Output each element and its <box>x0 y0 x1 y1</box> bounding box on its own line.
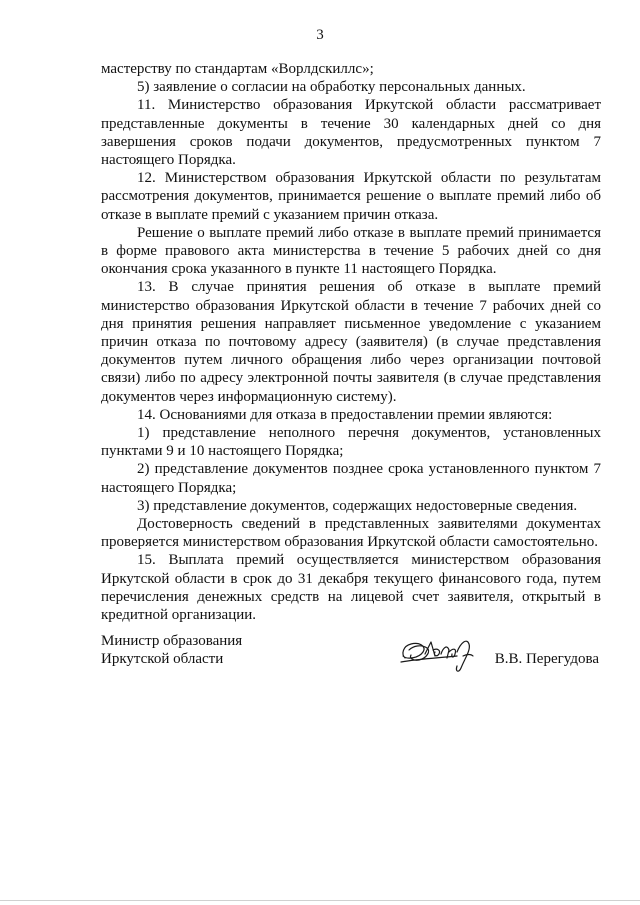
page-number: 3 <box>316 27 324 43</box>
signatory-name: В.В. Перегудова <box>494 651 599 667</box>
paragraph-decision: Решение о выплате премий либо отказе в выплате премий принимается в форме правового акта министерства в течение 5 рабочих дней со дня окончания срока указанного в пункте 11 настоящего Порядка. <box>101 224 601 278</box>
paragraph-14: 14. Основаниями для отказа в предоставлении премии являются: <box>137 406 553 423</box>
paragraph-14-item-3: 3) представление документов, содержащих недостоверные сведения. <box>137 497 578 514</box>
paragraph-13: 13. В случае принятия решения об отказе в выплате премий министерство образования Иркутской области в течение 7 рабочих дней со дня принятия решения направляет письменное уведомление с указанием причин отказа по почтовому адресу (заявителя) (в случае представления документов путем личного обращения либо через организации почтовой связи) либо по адресу электронной почты заявителя (в случае представления документов через информационную систему). <box>101 279 601 405</box>
signatory-title-line-2: Иркутской области <box>101 651 224 668</box>
page-bottom-edge <box>0 900 640 901</box>
paragraph-14-item-1: 1) представление неполного перечня документов, установленных пунктами 9 и 10 настоящего Порядка; <box>101 425 601 460</box>
paragraph-item-5: 5) заявление о согласии на обработку персональных данных. <box>137 79 526 96</box>
paragraph-14-item-2: 2) представление документов позднее срока установленного пунктом 7 настоящего Порядка; <box>101 461 601 496</box>
paragraph-15: 15. Выплата премий осуществляется министерством образования Иркутской области в срок до 31 декабря текущего финансового года, путем перечисления денежных средств на лицевой счет заявителя, открытый в кредитной организации. <box>101 552 601 624</box>
document-body <box>101 60 601 624</box>
handwritten-signature-icon <box>397 628 483 678</box>
paragraph-verification: Достоверность сведений в представленных заявителями документах проверяется министерством образования Иркутской области самостоятельно. <box>101 516 601 551</box>
paragraph-12: 12. Министерством образования Иркутской области по результатам рассмотрения документов, принимается решение о выплате премий либо об отказе в выплате премий с указанием причин отказа. <box>101 170 601 223</box>
paragraph-continuation: мастерству по стандартам «Ворлдскиллс»; <box>101 61 374 77</box>
signatory-title <box>101 632 242 668</box>
signature-block <box>101 632 601 682</box>
paragraph-11: 11. Министерство образования Иркутской области рассматривает представленные документы в течение 30 календарных дней со дня завершения сроков подачи документов, предусмотренных пунктом 7 настоящего Порядка. <box>101 97 601 169</box>
signatory-title-line-1: Министр образования <box>101 633 243 649</box>
